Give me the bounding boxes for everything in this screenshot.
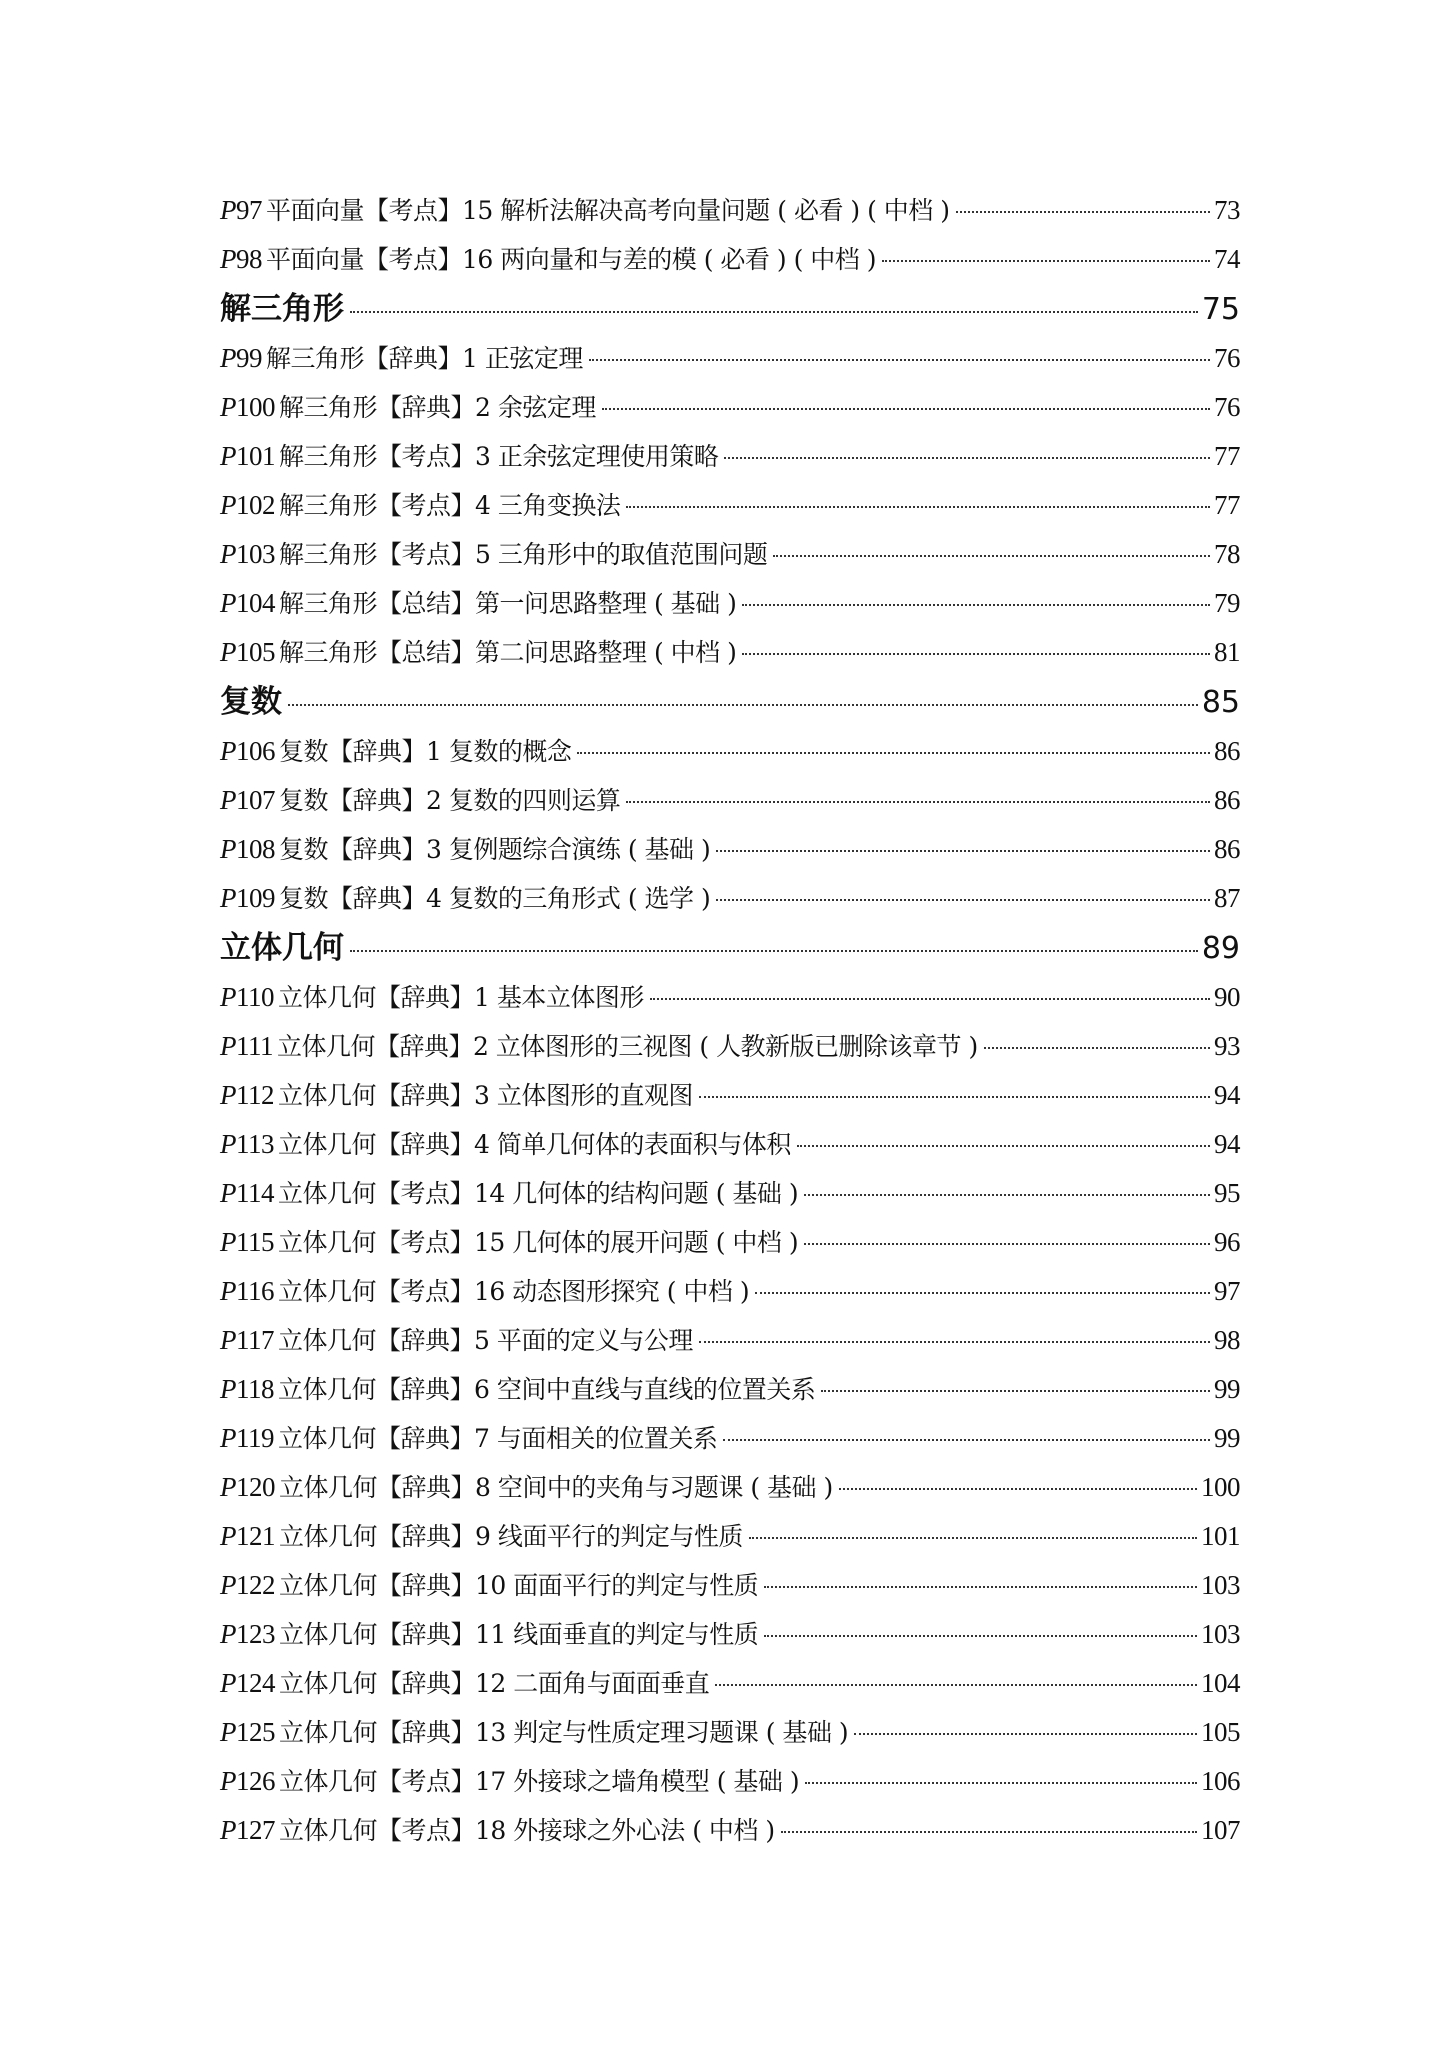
toc-entry-title — [220, 1561, 758, 1610]
entry-subject: 立体几何 — [278, 1424, 377, 1453]
toc-entry[interactable] — [220, 1316, 1240, 1365]
entry-prefix: P — [220, 539, 236, 569]
page-number: 103 — [1201, 1619, 1240, 1649]
entry-prefix: P — [220, 1815, 236, 1845]
entry-prefix: P — [220, 637, 236, 667]
entry-title-text: 1 正弦定理 — [462, 344, 583, 373]
toc-entry-title — [220, 1463, 833, 1512]
entry-subject: 立体几何 — [279, 1816, 378, 1845]
entry-tag: 【考点】 — [364, 245, 463, 274]
toc-entry-title — [220, 1267, 749, 1316]
entry-prefix: P — [220, 588, 236, 618]
entry-tag: 【辞典】 — [377, 1522, 476, 1551]
dot-leader — [854, 1733, 1197, 1735]
toc-entry[interactable] — [220, 579, 1240, 628]
entry-prefix: P — [220, 1325, 236, 1355]
entry-number: 115 — [236, 1227, 274, 1257]
entry-number: 102 — [236, 490, 275, 520]
entry-title-text: 第二问思路整理 ( 中档 ) — [475, 638, 737, 667]
toc-entry[interactable] — [220, 1365, 1240, 1414]
entry-tag: 【辞典】 — [377, 393, 476, 422]
entry-number: 109 — [236, 883, 275, 913]
entry-number: 105 — [236, 637, 275, 667]
page-number: 86 — [1214, 785, 1240, 815]
entry-tag: 【辞典】 — [376, 1326, 475, 1355]
page-number: 79 — [1214, 588, 1240, 618]
toc-entry[interactable] — [220, 1708, 1240, 1757]
entry-title-text: 4 复数的三角形式 ( 选学 ) — [426, 884, 711, 913]
entry-tag: 【辞典】 — [375, 1032, 474, 1061]
toc-entry-title — [220, 1414, 717, 1463]
toc-entry-title — [220, 383, 596, 432]
page-number: 99 — [1214, 1374, 1240, 1404]
entry-title-text: 6 空间中直线与直线的位置关系 — [474, 1375, 816, 1404]
toc-entry[interactable] — [220, 383, 1240, 432]
page-number: 77 — [1214, 490, 1240, 520]
page-number: 97 — [1214, 1276, 1240, 1306]
toc-chapter-heading[interactable] — [220, 284, 1240, 334]
entry-subject: 复数 — [279, 786, 329, 815]
chapter-title: 复数 — [220, 684, 282, 720]
dot-leader — [699, 1096, 1210, 1098]
page-number: 96 — [1214, 1227, 1240, 1257]
entry-subject: 立体几何 — [279, 1473, 378, 1502]
entry-tag: 【辞典】 — [376, 1424, 475, 1453]
entry-subject: 立体几何 — [278, 1130, 377, 1159]
dot-leader — [626, 506, 1210, 508]
entry-number: 99 — [236, 343, 262, 373]
entry-title-text: 2 立体图形的三视图 ( 人教新版已删除该章节 ) — [473, 1032, 978, 1061]
toc-entry-title — [220, 579, 736, 628]
entry-number: 117 — [236, 1325, 274, 1355]
entry-tag: 【辞典】 — [377, 1669, 476, 1698]
dot-leader — [742, 604, 1210, 606]
entry-prefix: P — [220, 982, 236, 1012]
dot-leader — [882, 260, 1210, 262]
entry-subject: 立体几何 — [278, 983, 377, 1012]
toc-entry[interactable] — [220, 235, 1240, 284]
entry-tag: 【辞典】 — [377, 1473, 476, 1502]
entry-tag: 【考点】 — [364, 196, 463, 225]
entry-subject: 平面向量 — [266, 245, 365, 274]
page-number: 94 — [1214, 1080, 1240, 1110]
entry-tag: 【辞典】 — [376, 1081, 475, 1110]
page-number: 86 — [1214, 834, 1240, 864]
entry-subject: 立体几何 — [278, 1081, 377, 1110]
dot-leader — [773, 555, 1210, 557]
entry-prefix: P — [220, 1619, 236, 1649]
entry-tag: 【辞典】 — [377, 1620, 476, 1649]
dot-leader — [805, 1782, 1197, 1784]
dot-leader — [699, 1341, 1210, 1343]
toc-entry[interactable] — [220, 1169, 1240, 1218]
entry-subject: 复数 — [279, 835, 329, 864]
toc-entry[interactable] — [220, 727, 1240, 776]
dot-leader — [956, 211, 1211, 213]
entry-prefix: P — [220, 1080, 236, 1110]
toc-entry-title — [220, 1316, 693, 1365]
entry-subject: 复数 — [279, 737, 329, 766]
entry-number: 124 — [236, 1668, 275, 1698]
entry-prefix: P — [220, 1178, 236, 1208]
toc-entry[interactable] — [220, 825, 1240, 874]
toc-entry[interactable] — [220, 530, 1240, 579]
dot-leader — [723, 1439, 1210, 1441]
dot-leader — [984, 1047, 1210, 1049]
entry-prefix: P — [220, 1129, 236, 1159]
entry-subject: 立体几何 — [279, 1767, 378, 1796]
table-of-contents — [220, 186, 1240, 1855]
entry-number: 111 — [236, 1031, 273, 1061]
chapter-title: 解三角形 — [220, 291, 344, 327]
page-number: 107 — [1201, 1815, 1240, 1845]
dot-leader — [804, 1243, 1210, 1245]
page-number: 105 — [1201, 1717, 1240, 1747]
entry-tag: 【考点】 — [376, 1228, 475, 1257]
toc-entry[interactable] — [220, 1218, 1240, 1267]
page-number: 73 — [1214, 195, 1240, 225]
toc-entry[interactable] — [220, 432, 1240, 481]
entry-prefix: P — [220, 343, 236, 373]
entry-title-text: 9 线面平行的判定与性质 — [475, 1522, 743, 1551]
entry-title-text: 11 线面垂直的判定与性质 — [475, 1620, 759, 1649]
entry-prefix: P — [220, 883, 236, 913]
entry-number: 104 — [236, 588, 275, 618]
entry-subject: 立体几何 — [279, 1522, 378, 1551]
entry-number: 101 — [236, 441, 275, 471]
entry-subject: 解三角形 — [279, 540, 378, 569]
entry-tag: 【考点】 — [377, 540, 476, 569]
entry-subject: 立体几何 — [278, 1375, 377, 1404]
entry-tag: 【考点】 — [377, 1767, 476, 1796]
entry-subject: 解三角形 — [279, 638, 378, 667]
entry-subject: 立体几何 — [279, 1669, 378, 1698]
dot-leader — [589, 359, 1210, 361]
toc-chapter-heading[interactable] — [220, 923, 1240, 973]
dot-leader — [650, 998, 1210, 1000]
page-number: 77 — [1214, 441, 1240, 471]
dot-leader — [821, 1390, 1210, 1392]
entry-title-text: 2 余弦定理 — [475, 393, 596, 422]
entry-title-text: 17 外接球之墙角模型 ( 基础 ) — [475, 1767, 800, 1796]
entry-number: 112 — [236, 1080, 274, 1110]
toc-entry-title — [220, 432, 718, 481]
page-number: 93 — [1214, 1031, 1240, 1061]
page-number: 78 — [1214, 539, 1240, 569]
entry-tag: 【辞典】 — [376, 1130, 475, 1159]
entry-subject: 立体几何 — [278, 1277, 377, 1306]
entry-prefix: P — [220, 1717, 236, 1747]
toc-entry-title — [220, 1120, 791, 1169]
dot-leader — [350, 950, 1198, 952]
toc-entry[interactable] — [220, 628, 1240, 677]
toc-entry-title — [220, 1806, 775, 1855]
dot-leader — [797, 1145, 1210, 1147]
entry-tag: 【总结】 — [377, 638, 476, 667]
entry-subject: 立体几何 — [279, 1620, 378, 1649]
toc-entry[interactable] — [220, 1561, 1240, 1610]
dot-leader — [764, 1586, 1197, 1588]
page-number: 90 — [1214, 982, 1240, 1012]
entry-title-text: 12 二面角与面面垂直 — [475, 1669, 710, 1698]
toc-entry[interactable] — [220, 186, 1240, 235]
entry-subject: 解三角形 — [279, 589, 378, 618]
entry-subject: 立体几何 — [278, 1326, 377, 1355]
entry-title-text: 16 动态图形探究 ( 中档 ) — [474, 1277, 750, 1306]
page-number: 98 — [1214, 1325, 1240, 1355]
entry-prefix: P — [220, 1423, 236, 1453]
entry-prefix: P — [220, 1227, 236, 1257]
entry-number: 114 — [236, 1178, 274, 1208]
chapter-title: 立体几何 — [220, 930, 344, 966]
toc-entry-title — [220, 973, 644, 1022]
toc-entry-title — [220, 727, 571, 776]
entry-number: 108 — [236, 834, 275, 864]
page-number: 75 — [1201, 292, 1240, 327]
entry-subject: 解三角形 — [279, 442, 378, 471]
entry-number: 98 — [236, 244, 262, 274]
entry-tag: 【辞典】 — [364, 344, 463, 373]
page-number: 99 — [1214, 1423, 1240, 1453]
dot-leader — [288, 704, 1198, 706]
entry-prefix: P — [220, 244, 236, 274]
entry-tag: 【辞典】 — [376, 1375, 475, 1404]
toc-entry-title — [220, 1512, 743, 1561]
page-number: 89 — [1201, 931, 1240, 966]
entry-number: 118 — [236, 1374, 274, 1404]
entry-tag: 【考点】 — [376, 1277, 475, 1306]
page-number: 74 — [1214, 244, 1240, 274]
toc-entry[interactable] — [220, 1610, 1240, 1659]
dot-leader — [742, 653, 1210, 655]
toc-entry[interactable] — [220, 874, 1240, 923]
entry-number: 120 — [236, 1472, 275, 1502]
entry-subject: 立体几何 — [278, 1228, 377, 1257]
page-number: 101 — [1201, 1521, 1240, 1551]
toc-entry[interactable] — [220, 1806, 1240, 1855]
toc-entry[interactable] — [220, 1659, 1240, 1708]
dot-leader — [839, 1488, 1197, 1490]
toc-entry[interactable] — [220, 334, 1240, 383]
toc-entry-title — [220, 530, 767, 579]
entry-title-text: 10 面面平行的判定与性质 — [475, 1571, 759, 1600]
entry-tag: 【考点】 — [377, 491, 476, 520]
entry-prefix: P — [220, 441, 236, 471]
page-number: 81 — [1214, 637, 1240, 667]
dot-leader — [716, 899, 1210, 901]
entry-tag: 【辞典】 — [328, 786, 427, 815]
entry-title-text: 第一问思路整理 ( 基础 ) — [475, 589, 737, 618]
entry-tag: 【辞典】 — [328, 737, 427, 766]
entry-number: 100 — [236, 392, 275, 422]
entry-tag: 【辞典】 — [377, 1718, 476, 1747]
entry-number: 119 — [236, 1423, 274, 1453]
page-number: 76 — [1214, 343, 1240, 373]
dot-leader — [716, 850, 1210, 852]
toc-entry-title — [220, 1071, 693, 1120]
entry-subject: 立体几何 — [278, 1179, 377, 1208]
toc-entry-title — [220, 1022, 978, 1071]
toc-entry[interactable] — [220, 1414, 1240, 1463]
entry-number: 103 — [236, 539, 275, 569]
entry-subject: 平面向量 — [266, 196, 365, 225]
entry-tag: 【辞典】 — [328, 884, 427, 913]
entry-title-text: 2 复数的四则运算 — [426, 786, 621, 815]
toc-entry[interactable] — [220, 1512, 1240, 1561]
dot-leader — [715, 1684, 1197, 1686]
entry-title-text: 7 与面相关的位置关系 — [474, 1424, 718, 1453]
entry-prefix: P — [220, 1276, 236, 1306]
entry-subject: 立体几何 — [279, 1718, 378, 1747]
entry-title-text: 13 判定与性质定理习题课 ( 基础 ) — [475, 1718, 849, 1747]
toc-entry-title — [220, 1610, 758, 1659]
entry-tag: 【考点】 — [376, 1179, 475, 1208]
dot-leader — [755, 1292, 1210, 1294]
entry-number: 97 — [236, 195, 262, 225]
entry-prefix: P — [220, 490, 236, 520]
toc-entry-title — [220, 776, 620, 825]
toc-entry[interactable] — [220, 973, 1240, 1022]
toc-entry-title — [220, 481, 620, 530]
toc-entry-title — [220, 825, 710, 874]
entry-title-text: 3 复例题综合演练 ( 基础 ) — [426, 835, 711, 864]
entry-tag: 【考点】 — [377, 1816, 476, 1845]
entry-title-text: 3 正余弦定理使用策略 — [475, 442, 719, 471]
toc-entry-title — [220, 628, 736, 677]
entry-title-text: 16 两向量和与差的模 ( 必看 ) ( 中档 ) — [462, 245, 876, 274]
entry-title-text: 4 三角变换法 — [475, 491, 621, 520]
toc-entry[interactable] — [220, 1022, 1240, 1071]
entry-prefix: P — [220, 1570, 236, 1600]
dot-leader — [577, 752, 1210, 754]
page-number: 87 — [1214, 883, 1240, 913]
entry-prefix: P — [220, 736, 236, 766]
entry-title-text: 3 立体图形的直观图 — [474, 1081, 693, 1110]
entry-prefix: P — [220, 1668, 236, 1698]
entry-tag: 【辞典】 — [328, 835, 427, 864]
toc-entry[interactable] — [220, 1267, 1240, 1316]
page-number: 95 — [1214, 1178, 1240, 1208]
toc-entry-title — [220, 1169, 798, 1218]
entry-subject: 立体几何 — [277, 1032, 376, 1061]
dot-leader — [749, 1537, 1197, 1539]
entry-prefix: P — [220, 1766, 236, 1796]
entry-number: 125 — [236, 1717, 275, 1747]
entry-number: 121 — [236, 1521, 275, 1551]
entry-tag: 【辞典】 — [377, 1571, 476, 1600]
entry-prefix: P — [220, 1374, 236, 1404]
toc-entry-title — [220, 1218, 798, 1267]
entry-number: 116 — [236, 1276, 274, 1306]
entry-tag: 【辞典】 — [376, 983, 475, 1012]
toc-entry-title — [220, 1659, 709, 1708]
entry-prefix: P — [220, 392, 236, 422]
entry-title-text: 5 三角形中的取值范围问题 — [475, 540, 768, 569]
entry-title-text: 4 简单几何体的表面积与体积 — [474, 1130, 791, 1159]
entry-prefix: P — [220, 1472, 236, 1502]
page-number: 85 — [1201, 685, 1240, 720]
dot-leader — [602, 408, 1210, 410]
page-number: 94 — [1214, 1129, 1240, 1159]
entry-title-text: 15 几何体的展开问题 ( 中档 ) — [474, 1228, 799, 1257]
toc-entry[interactable] — [220, 1071, 1240, 1120]
entry-title-text: 18 外接球之外心法 ( 中档 ) — [475, 1816, 775, 1845]
entry-number: 122 — [236, 1570, 275, 1600]
entry-number: 126 — [236, 1766, 275, 1796]
page-number: 86 — [1214, 736, 1240, 766]
entry-number: 123 — [236, 1619, 275, 1649]
dot-leader — [781, 1831, 1197, 1833]
toc-entry-title — [220, 1365, 815, 1414]
entry-number: 110 — [236, 982, 274, 1012]
entry-number: 107 — [236, 785, 275, 815]
dot-leader — [724, 457, 1210, 459]
entry-prefix: P — [220, 195, 236, 225]
page-number: 106 — [1201, 1766, 1240, 1796]
entry-number: 127 — [236, 1815, 275, 1845]
entry-subject: 立体几何 — [279, 1571, 378, 1600]
dot-leader — [350, 311, 1198, 313]
dot-leader — [626, 801, 1210, 803]
toc-entry-title — [220, 235, 876, 284]
entry-subject: 解三角形 — [279, 491, 378, 520]
entry-tag: 【考点】 — [377, 442, 476, 471]
entry-subject: 解三角形 — [266, 344, 365, 373]
page-number: 76 — [1214, 392, 1240, 422]
toc-entry[interactable] — [220, 1120, 1240, 1169]
toc-entry[interactable] — [220, 481, 1240, 530]
entry-title-text: 1 基本立体图形 — [474, 983, 644, 1012]
page-number: 103 — [1201, 1570, 1240, 1600]
entry-prefix: P — [220, 785, 236, 815]
entry-title-text: 5 平面的定义与公理 — [474, 1326, 693, 1355]
entry-tag: 【总结】 — [377, 589, 476, 618]
page-number: 104 — [1201, 1668, 1240, 1698]
entry-title-text: 8 空间中的夹角与习题课 ( 基础 ) — [475, 1473, 833, 1502]
toc-entry[interactable] — [220, 776, 1240, 825]
entry-title-text: 14 几何体的结构问题 ( 基础 ) — [474, 1179, 799, 1208]
toc-entry-title — [220, 334, 583, 383]
toc-entry[interactable] — [220, 1463, 1240, 1512]
dot-leader — [804, 1194, 1210, 1196]
toc-entry-title — [220, 1757, 799, 1806]
entry-number: 106 — [236, 736, 275, 766]
entry-subject: 复数 — [279, 884, 329, 913]
entry-prefix: P — [220, 1521, 236, 1551]
entry-title-text: 15 解析法解决高考向量问题 ( 必看 ) ( 中档 ) — [462, 196, 950, 225]
toc-entry-title — [220, 874, 710, 923]
toc-entry-title — [220, 186, 950, 235]
entry-prefix: P — [220, 1031, 236, 1061]
toc-chapter-heading[interactable] — [220, 677, 1240, 727]
entry-title-text: 1 复数的概念 — [426, 737, 572, 766]
page-number: 100 — [1201, 1472, 1240, 1502]
toc-entry[interactable] — [220, 1757, 1240, 1806]
dot-leader — [764, 1635, 1197, 1637]
toc-entry-title — [220, 1708, 848, 1757]
entry-subject: 解三角形 — [279, 393, 378, 422]
entry-number: 113 — [236, 1129, 274, 1159]
entry-prefix: P — [220, 834, 236, 864]
